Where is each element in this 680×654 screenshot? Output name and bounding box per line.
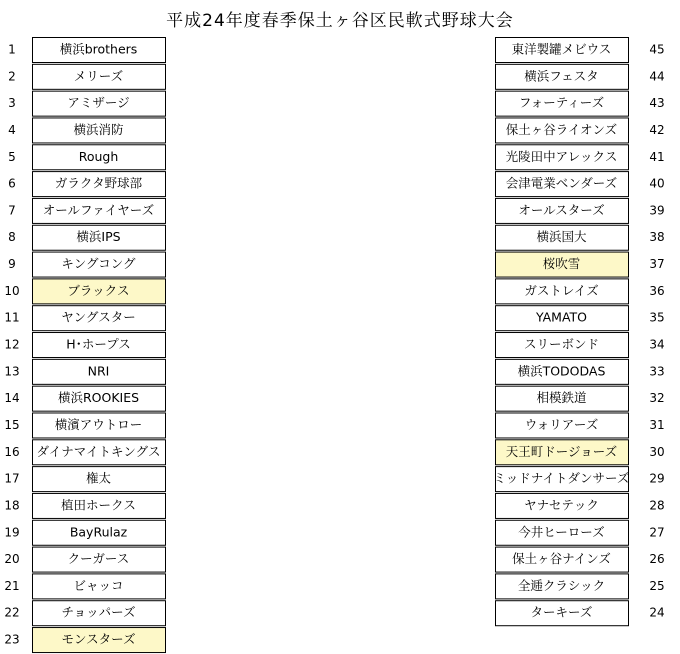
team-name: ガラクタ野球部 <box>54 175 143 191</box>
seed-number: 40 <box>649 176 665 191</box>
seed-number: 10 <box>4 283 20 298</box>
team-name: ミッドナイトダンサーズ <box>493 470 630 486</box>
team-name: 横浜消防 <box>73 121 124 137</box>
seed-number: 29 <box>649 471 665 486</box>
team-name: 全逓クラシック <box>517 577 606 593</box>
tournament-title: 平成24年度春季保土ヶ谷区民軟式野球大会 <box>166 11 514 31</box>
team-name: 横浜IPS <box>76 229 121 245</box>
seed-number: 36 <box>649 283 665 298</box>
seed-number: 32 <box>649 391 665 406</box>
team-name: オールスターズ <box>518 202 605 218</box>
seed-number: 37 <box>649 257 665 272</box>
seed-number: 28 <box>649 498 665 513</box>
team-name: Rough <box>78 148 119 164</box>
seed-number: 25 <box>649 578 665 593</box>
team-name: 保土ヶ谷ライオンズ <box>505 121 618 137</box>
seed-number: 20 <box>4 552 20 567</box>
seed-number: 41 <box>649 149 665 164</box>
seed-number: 24 <box>649 605 665 620</box>
team-name: オールファイヤーズ <box>42 202 155 218</box>
seed-number: 17 <box>4 471 20 486</box>
team-name: モンスターズ <box>61 631 136 647</box>
team-name: ヤングスター <box>61 309 136 325</box>
seed-number: 19 <box>4 525 20 540</box>
seed-number: 6 <box>8 176 16 191</box>
team-name: アミザージ <box>67 95 130 111</box>
team-name: ダイナマイトキングス <box>36 443 161 459</box>
team-name: H･ホープス <box>66 336 131 352</box>
team-name: スリーボンド <box>523 336 600 352</box>
team-name: ガストレイズ <box>524 282 599 298</box>
seed-number: 43 <box>649 96 665 111</box>
seed-number: 4 <box>8 122 16 137</box>
team-name: 保土ヶ谷ナインズ <box>512 551 611 567</box>
team-name: 横浜国大 <box>536 229 587 245</box>
seed-number: 12 <box>4 337 20 352</box>
seed-number: 33 <box>649 364 665 379</box>
team-name: 会津電業ベンダーズ <box>505 175 618 191</box>
team-name: ビャッコ <box>73 577 124 593</box>
team-name: 横浜brothers <box>59 41 138 57</box>
seed-number: 23 <box>4 632 20 647</box>
team-name: NRI <box>87 363 110 379</box>
team-name: ターキーズ <box>530 604 593 620</box>
team-name: 横浜フェスタ <box>524 68 599 84</box>
seed-number: 5 <box>8 149 16 164</box>
team-name: チョッパーズ <box>61 604 136 620</box>
seed-number: 14 <box>4 391 20 406</box>
seed-number: 44 <box>649 69 665 84</box>
team-name: キングコング <box>61 256 136 272</box>
team-name: ヤナセテック <box>524 497 599 513</box>
team-name: フォーティーズ <box>518 95 605 111</box>
seed-number: 45 <box>649 42 665 57</box>
seed-number: 8 <box>8 230 16 245</box>
seed-number: 21 <box>4 578 20 593</box>
team-name: 横濱アウトロー <box>54 416 143 432</box>
seed-number: 34 <box>649 337 665 352</box>
team-name: クーガース <box>67 551 130 567</box>
seed-number: 3 <box>8 96 16 111</box>
team-name: 権太 <box>85 470 112 486</box>
team-name: 今井ヒーローズ <box>518 524 605 540</box>
seed-number: 39 <box>649 203 665 218</box>
seed-number: 38 <box>649 230 665 245</box>
seed-number: 16 <box>4 444 20 459</box>
seed-number: 31 <box>649 417 665 432</box>
team-name: 植田ホークス <box>61 497 136 513</box>
team-name: 相模鉄道 <box>536 390 587 406</box>
team-name: ウォリアーズ <box>524 416 599 432</box>
seed-number: 35 <box>649 310 665 325</box>
team-name: メリーズ <box>73 68 124 84</box>
seed-number: 27 <box>649 525 665 540</box>
team-name: BayRulaz <box>69 524 128 540</box>
team-name: 天王町ドージョーズ <box>505 443 618 459</box>
seed-number: 42 <box>649 122 665 137</box>
seed-number: 30 <box>649 444 665 459</box>
team-name: ブラックス <box>67 282 130 298</box>
seed-number: 13 <box>4 364 20 379</box>
team-name: 東洋製罐メビウス <box>511 41 612 57</box>
seed-number: 2 <box>8 69 16 84</box>
seed-number: 15 <box>4 417 20 432</box>
seed-number: 1 <box>8 42 16 57</box>
team-name: 桜吹雪 <box>542 256 581 272</box>
team-name: YAMATO <box>535 309 588 325</box>
seed-number: 9 <box>8 257 16 272</box>
seed-number: 26 <box>649 552 665 567</box>
team-name: 横浜ROOKIES <box>57 390 140 406</box>
seed-number: 22 <box>4 605 20 620</box>
team-name: 光陵田中アレックス <box>505 148 618 164</box>
seed-number: 11 <box>4 310 20 325</box>
team-name: 横浜TODODAS <box>517 363 606 379</box>
seed-number: 7 <box>8 203 16 218</box>
seed-number: 18 <box>4 498 20 513</box>
